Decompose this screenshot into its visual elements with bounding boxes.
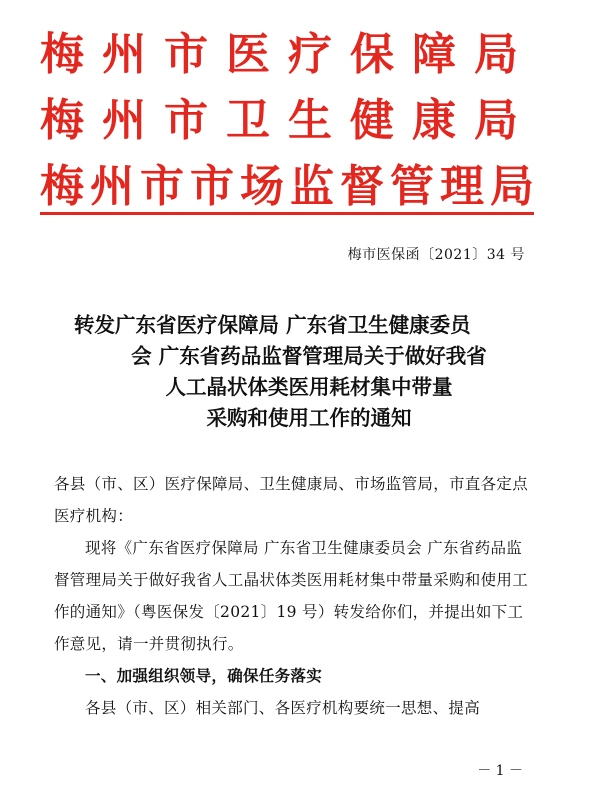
page-number: － 1 － (477, 763, 523, 779)
title-line-1: 转发广东省医疗保障局 广东省卫生健康委员 (74, 313, 471, 337)
red-divider-rule (40, 212, 534, 215)
document-body (54, 468, 536, 724)
body-paragraph-1: 现将《广东省医疗保障局 广东省卫生健康委员会 广东省药品监督管理局关于做好我省人工晶状体类医用耗材集中带量采购和使用工作的通知》（粤医保发〔2021〕19 号）转发给你们，并提出如下工作意见，请一并贯彻执行。 (54, 539, 529, 653)
addressee-paragraph: 各县（市、区）医疗保障局、卫生健康局、市场监管局，市直各定点医疗机构： (54, 475, 529, 525)
title-line-3: 人工晶状体类医用耗材集中带量 (165, 375, 453, 399)
issuing-agencies-header (40, 22, 580, 220)
title-line-2: 会 广东省药品监督管理局关于做好我省 (131, 344, 487, 368)
title-line-4: 采购和使用工作的通知 (206, 406, 412, 430)
agency-name-market-supervision: 梅州市市场监督管理局 (40, 161, 540, 212)
agency-name-medical-security: 梅州市医疗保障局 (40, 29, 536, 80)
body-paragraph-2: 各县（市、区）相关部门、各医疗机构要统一思想、提高 (85, 699, 481, 717)
agency-name-health: 梅州市卫生健康局 (40, 95, 536, 146)
document-number: 梅市医保函〔2021〕34 号 (347, 247, 525, 263)
section-heading-1: 一、加强组织领导，确保任务落实 (85, 667, 323, 685)
document-title (54, 310, 564, 434)
